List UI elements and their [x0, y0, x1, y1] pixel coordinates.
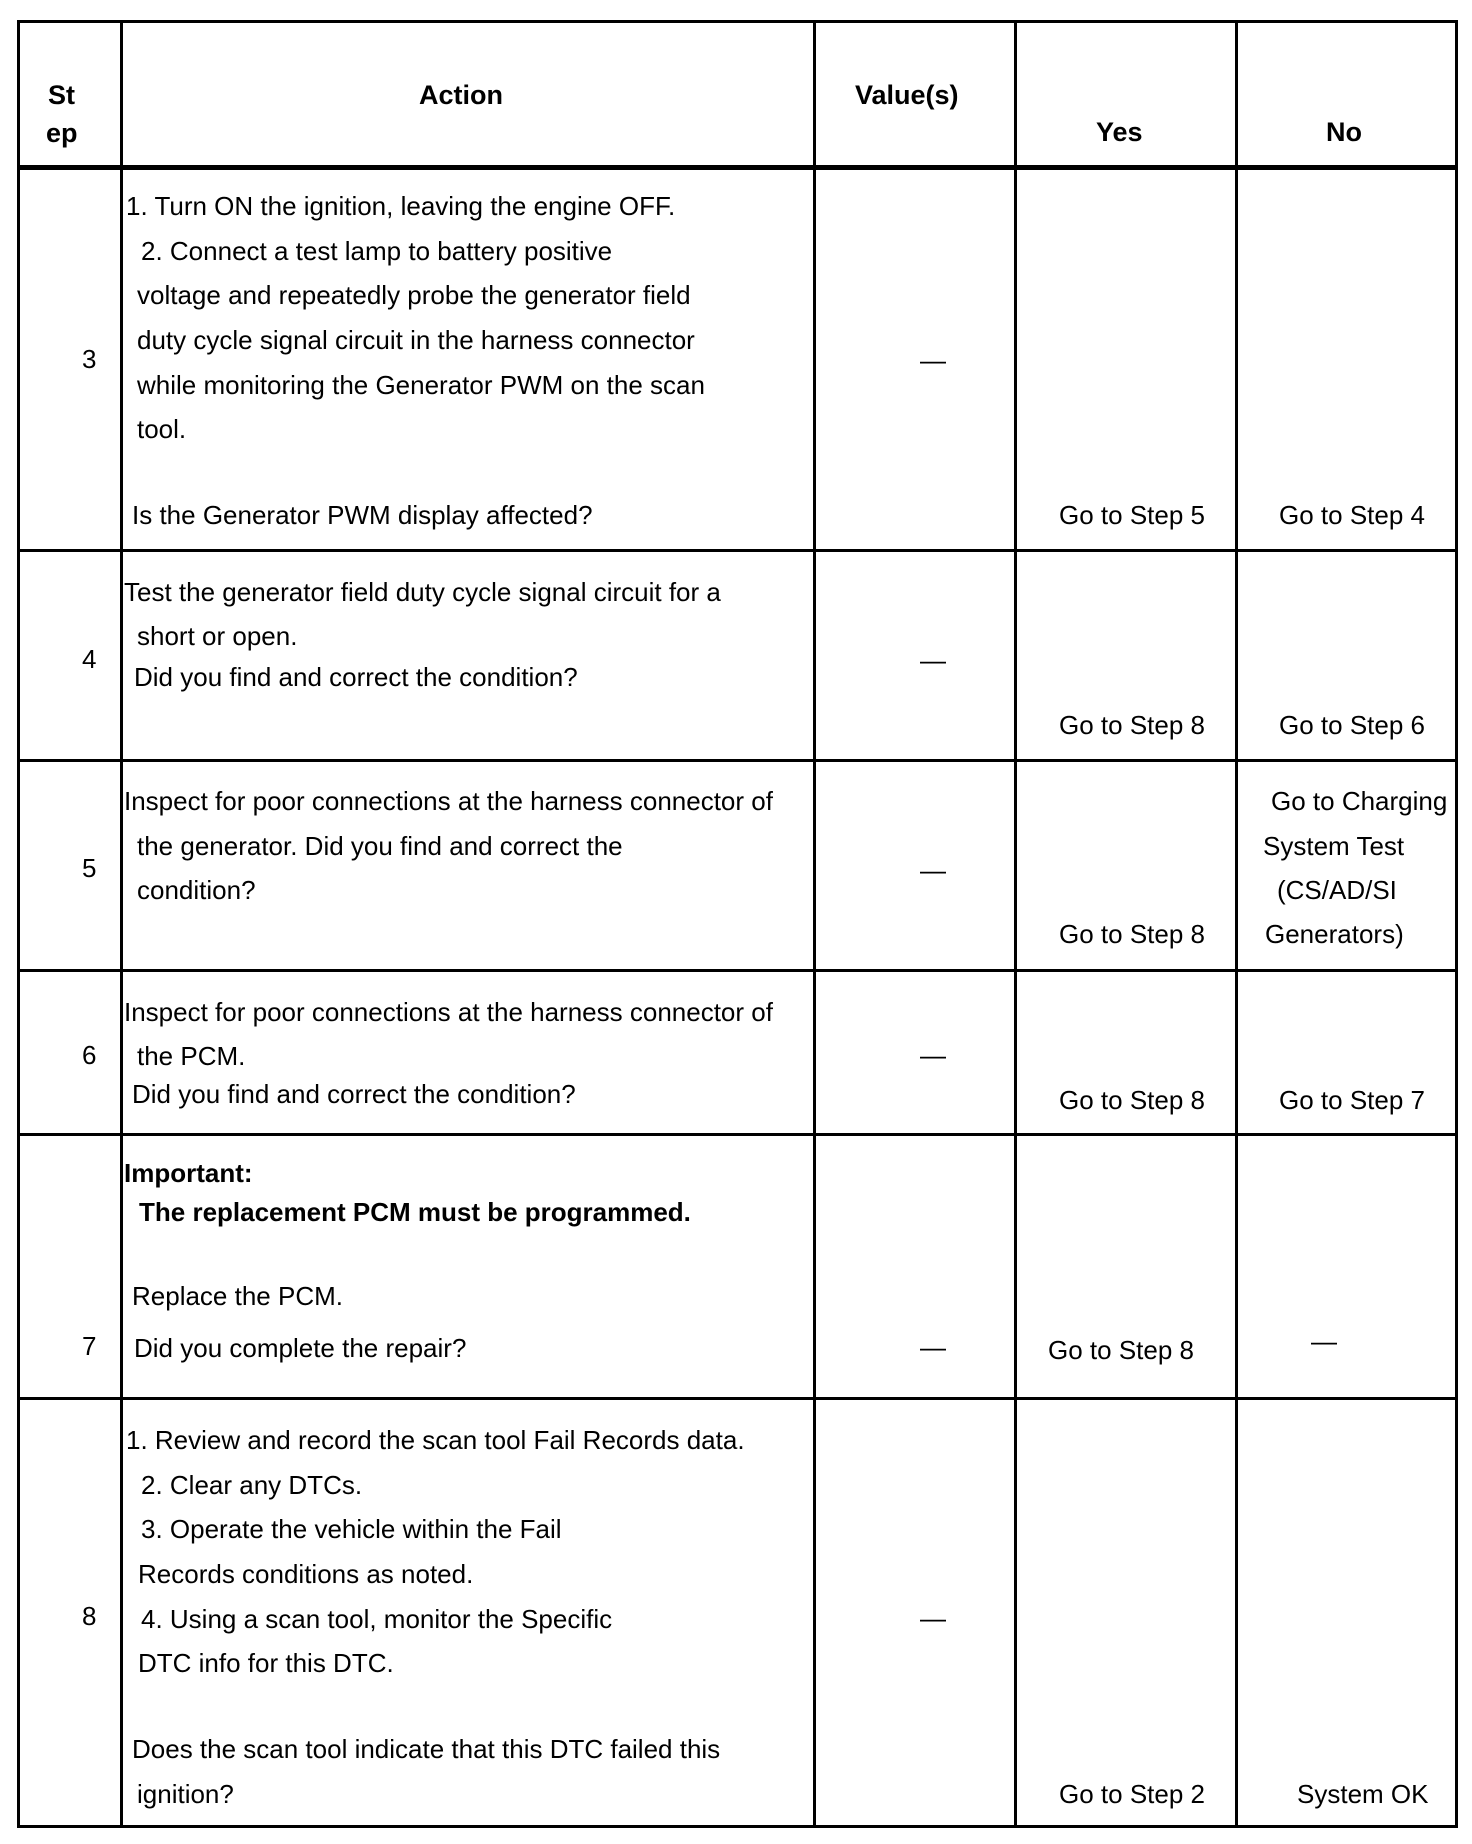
- action-line: voltage and repeatedly probe the generator field: [137, 280, 691, 310]
- action-question: Is the Generator PWM display affected?: [132, 500, 593, 530]
- row-border: [17, 1133, 1458, 1136]
- yes-cell: Go to Step 5: [1059, 500, 1205, 530]
- header-step: St: [48, 80, 75, 110]
- action-line: tool.: [137, 414, 187, 444]
- no-cell: System Test: [1263, 831, 1405, 861]
- yes-cell: Go to Step 8: [1048, 1335, 1194, 1365]
- no-cell: System OK: [1297, 1779, 1429, 1809]
- row-border: [17, 969, 1458, 972]
- col-border: [17, 20, 20, 1828]
- step-number: 6: [82, 1040, 97, 1070]
- action-line: Records conditions as noted.: [138, 1559, 474, 1589]
- no-cell: Go to Step 7: [1279, 1085, 1425, 1115]
- row-border: [17, 1397, 1458, 1400]
- action-line: Test the generator field duty cycle signal circuit for a: [124, 577, 721, 607]
- yes-cell: Go to Step 8: [1059, 1085, 1205, 1115]
- action-question: Did you find and correct the condition?: [132, 1079, 576, 1109]
- col-border: [813, 20, 816, 1828]
- col-border: [1014, 20, 1017, 1828]
- yes-cell: Go to Step 8: [1059, 710, 1205, 740]
- action-question: Did you complete the repair?: [134, 1333, 467, 1363]
- action-line: Replace the PCM.: [132, 1281, 343, 1311]
- value-cell: —: [920, 1040, 946, 1070]
- action-line: short or open.: [137, 621, 298, 651]
- action-line: while monitoring the Generator PWM on the scan: [137, 370, 705, 400]
- header-action: Action: [419, 80, 503, 110]
- value-cell: —: [920, 1332, 946, 1362]
- value-cell: —: [920, 855, 946, 885]
- yes-cell: Go to Step 2: [1059, 1779, 1205, 1809]
- col-border: [120, 20, 123, 1828]
- col-border: [1235, 20, 1238, 1828]
- row-border: [17, 1825, 1458, 1828]
- col-border: [1455, 20, 1458, 1828]
- row-border: [17, 549, 1458, 552]
- important-label: Important:: [124, 1158, 253, 1188]
- action-question: Did you find and correct the condition?: [134, 662, 578, 692]
- action-line: DTC info for this DTC.: [138, 1648, 394, 1678]
- header-yes: Yes: [1096, 117, 1143, 147]
- action-question: ignition?: [137, 1779, 234, 1809]
- action-line: the PCM.: [137, 1041, 246, 1071]
- action-line: 1. Turn ON the ignition, leaving the engine OFF.: [126, 191, 676, 221]
- yes-cell: Go to Step 8: [1059, 919, 1205, 949]
- header-step-cont: ep: [46, 118, 78, 148]
- action-line: 3. Operate the vehicle within the Fail: [141, 1514, 562, 1544]
- action-line: condition?: [137, 875, 256, 905]
- no-cell: Go to Step 6: [1279, 710, 1425, 740]
- important-note: The replacement PCM must be programmed.: [139, 1197, 691, 1227]
- action-line: duty cycle signal circuit in the harness connector: [137, 325, 695, 355]
- step-number: 5: [82, 853, 97, 883]
- row-border: [17, 20, 1458, 23]
- no-cell: Go to Step 4: [1279, 500, 1425, 530]
- step-number: 4: [82, 644, 97, 674]
- action-line: 4. Using a scan tool, monitor the Specific: [141, 1604, 613, 1634]
- action-line: 2. Clear any DTCs.: [141, 1470, 363, 1500]
- action-line: Inspect for poor connections at the harness connector of: [124, 786, 773, 816]
- row-border: [17, 165, 1458, 170]
- value-cell: —: [920, 345, 946, 375]
- action-question: Does the scan tool indicate that this DTC failed this: [132, 1734, 721, 1764]
- no-cell: Generators): [1265, 919, 1404, 949]
- action-line: the generator. Did you find and correct the: [137, 831, 623, 861]
- no-cell: —: [1311, 1326, 1337, 1356]
- value-cell: —: [920, 645, 946, 675]
- no-cell: Go to Charging: [1271, 786, 1448, 816]
- header-values: Value(s): [855, 80, 959, 110]
- step-number: 8: [82, 1601, 97, 1631]
- step-number: 7: [82, 1331, 97, 1361]
- value-cell: —: [920, 1603, 946, 1633]
- header-no: No: [1326, 117, 1362, 147]
- action-line: 2. Connect a test lamp to battery positive: [141, 236, 613, 266]
- step-number: 3: [82, 344, 97, 374]
- row-border: [17, 759, 1458, 762]
- action-line: 1. Review and record the scan tool Fail Records data.: [126, 1425, 745, 1455]
- action-line: Inspect for poor connections at the harness connector of: [124, 997, 773, 1027]
- no-cell: (CS/AD/SI: [1277, 875, 1397, 905]
